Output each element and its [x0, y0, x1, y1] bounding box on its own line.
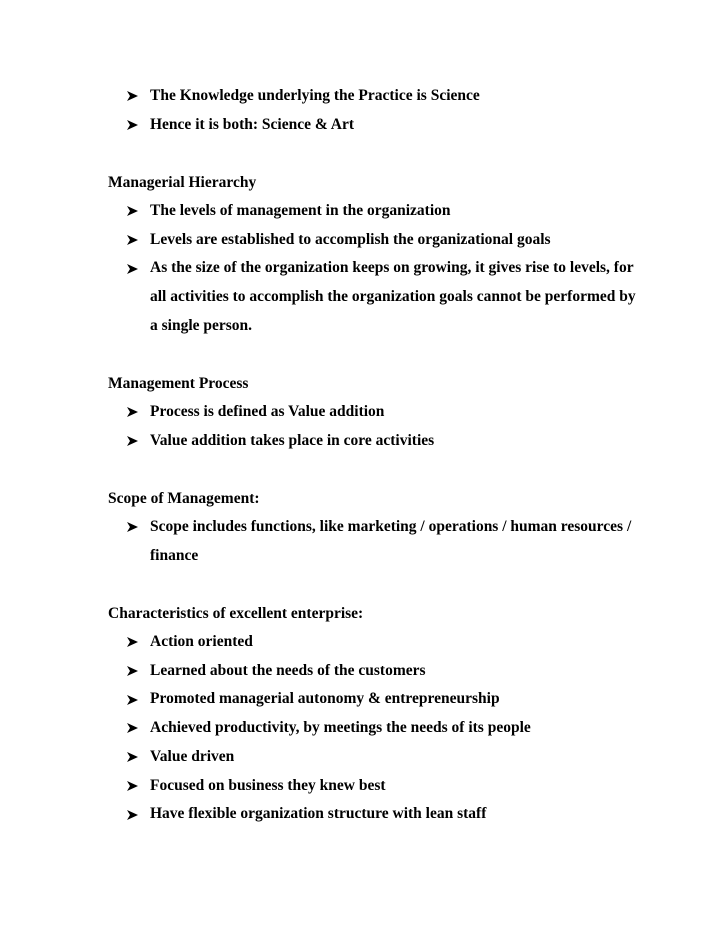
- arrow-bullet-icon: [126, 398, 142, 427]
- section-intro: [108, 82, 668, 139]
- list-item-text: As the size of the organization keeps on growing, it gives rise to levels, for all activities to accomplish the organization goals cannot be performed by a single person.: [150, 259, 636, 334]
- list-item-text: Value addition takes place in core activities: [150, 431, 435, 449]
- arrow-bullet-icon: [126, 254, 142, 283]
- list-item-text: Action oriented: [150, 633, 253, 650]
- list-item: [108, 111, 668, 140]
- section-scope-of-management: [108, 484, 668, 570]
- list-item: [108, 82, 668, 111]
- section-heading: Characteristics of excellent enterprise:: [108, 605, 364, 622]
- list-item: [108, 197, 668, 226]
- arrow-bullet-icon: [126, 657, 142, 686]
- list-item: [108, 657, 668, 686]
- list-item: [108, 628, 668, 657]
- list-item: [108, 398, 668, 427]
- list-item-text: Learned about the needs of the customers: [150, 661, 426, 679]
- arrow-bullet-icon: [126, 226, 142, 255]
- section-managerial-hierarchy: [108, 168, 668, 341]
- arrow-bullet-icon: [126, 427, 142, 456]
- list-item-text: Have flexible organization structure with lean staff: [150, 805, 487, 823]
- list-item: [108, 714, 668, 743]
- arrow-bullet-icon: [126, 197, 142, 226]
- arrow-bullet-icon: [126, 82, 142, 111]
- arrow-bullet-icon: [126, 111, 142, 140]
- list-item: [108, 513, 668, 570]
- section-heading: Managerial Hierarchy: [108, 174, 257, 191]
- list-item-text: Levels are established to accomplish the organizational goals: [150, 230, 551, 248]
- list-item-text: Scope includes functions, like marketing / operations / human resources / finance: [150, 518, 632, 564]
- arrow-bullet-icon: [126, 743, 142, 772]
- list-item: [108, 427, 668, 456]
- section-management-process: [108, 369, 668, 455]
- arrow-bullet-icon: [126, 628, 142, 657]
- list-item: [108, 685, 668, 714]
- arrow-bullet-icon: [126, 772, 142, 801]
- arrow-bullet-icon: [126, 685, 142, 714]
- section-heading: Management Process: [108, 375, 249, 392]
- list-item-text: Hence it is both: Science & Art: [150, 115, 355, 133]
- arrow-bullet-icon: [126, 513, 142, 542]
- list-item-text: Value driven: [150, 747, 235, 765]
- list-item-text: Process is defined as Value addition: [150, 403, 385, 420]
- list-item-text: Promoted managerial autonomy & entrepreneurship: [150, 690, 500, 708]
- list-item: [108, 772, 668, 801]
- arrow-bullet-icon: [126, 714, 142, 743]
- list-item: [108, 743, 668, 772]
- list-item: [108, 226, 668, 255]
- section-characteristics: [108, 599, 668, 829]
- list-item-text: The levels of management in the organization: [150, 202, 451, 219]
- list-item: [108, 800, 668, 829]
- list-item-text: Achieved productivity, by meetings the needs of its people: [150, 719, 531, 737]
- list-item-text: Focused on business they knew best: [150, 776, 386, 794]
- list-item: [108, 254, 668, 340]
- arrow-bullet-icon: [126, 800, 142, 829]
- section-heading: Scope of Management:: [108, 490, 260, 507]
- list-item-text: The Knowledge underlying the Practice is Science: [150, 87, 480, 104]
